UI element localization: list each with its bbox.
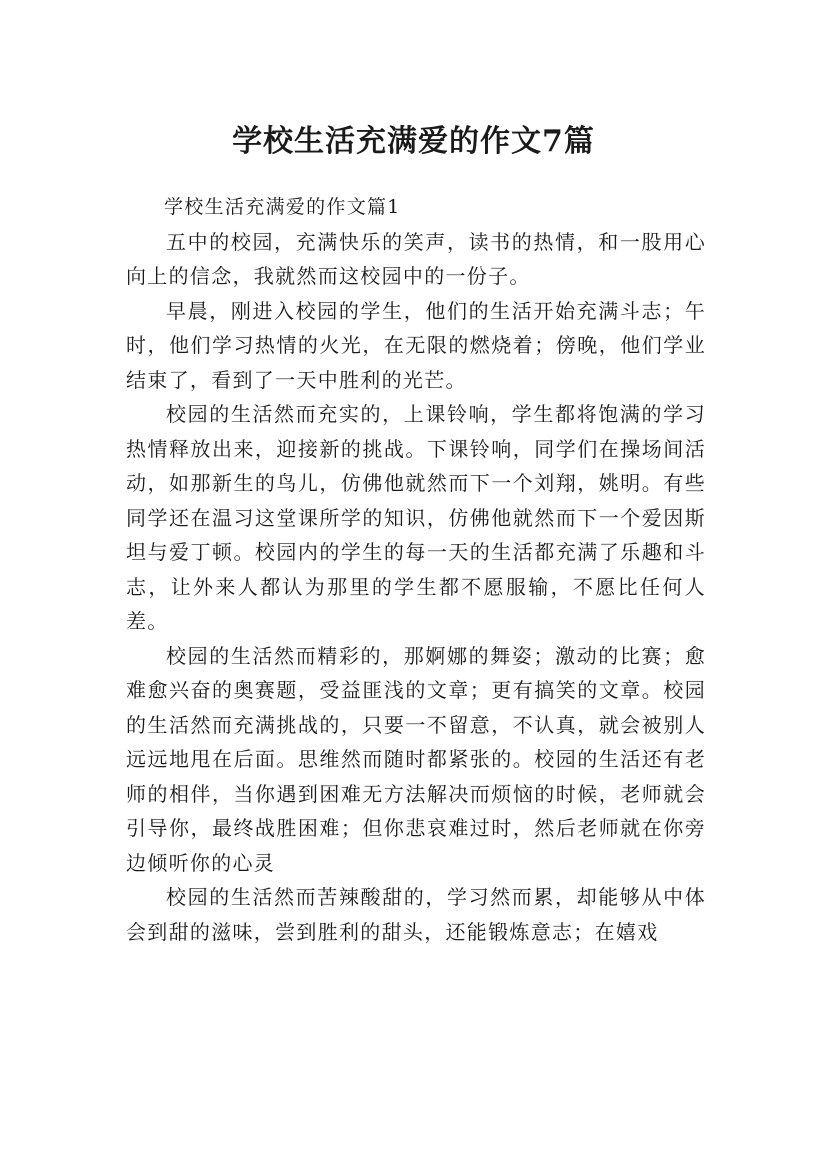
paragraph: 五中的校园，充满快乐的笑声，读书的热情，和一股用心向上的信念，我就然而这校园中的一份子。: [126, 229, 706, 288]
paragraph: 校园的生活然而充实的，上课铃响，学生都将饱满的学习热情释放出来，迎接新的挑战。下课铃响，同学们在操场间活动，如那新生的鸟儿，仿佛他就然而下一个刘翔，姚明。有些同学还在温习这堂课所学的知识，仿佛他就然而下一个爱因斯坦与爱丁顿。校园内的学生的每一天的生活都充满了乐趣和斗志，让外来人都认为那里的学生都不愿服输，不愿比任何人差。: [126, 402, 706, 633]
document-title: 学校生活充满爱的作文7篇: [232, 124, 595, 160]
paragraph: 校园的生活然而精彩的，那婀娜的舞姿；激动的比赛；愈难愈兴奋的奥赛题，受益匪浅的文章；更有搞笑的文章。校园的生活然而充满挑战的，只要一不留意，不认真，就会被别人远远地甩在后面。思维然而随时都紧张的。校园的生活还有老师的相伴，当你遇到困难无方法解决而烦恼的时候，老师就会引导你，最终战胜困难；但你悲哀难过时，然后老师就在你旁边倾听你的心灵: [126, 643, 706, 875]
paragraph: 早晨，刚进入校园的学生，他们的生活开始充满斗志；午时，他们学习热情的火光，在无限的燃烧着；傍晚，他们学业结束了，看到了一天中胜利的光芒。: [126, 298, 706, 392]
document-body: [126, 190, 706, 949]
paragraph: 校园的生活然而苦辣酸甜的，学习然而累，却能够从中体会到甜的滋味，尝到胜利的甜头，还能锻炼意志；在嬉戏: [126, 885, 706, 944]
section-heading: 学校生活充满爱的作文篇1: [164, 196, 401, 218]
